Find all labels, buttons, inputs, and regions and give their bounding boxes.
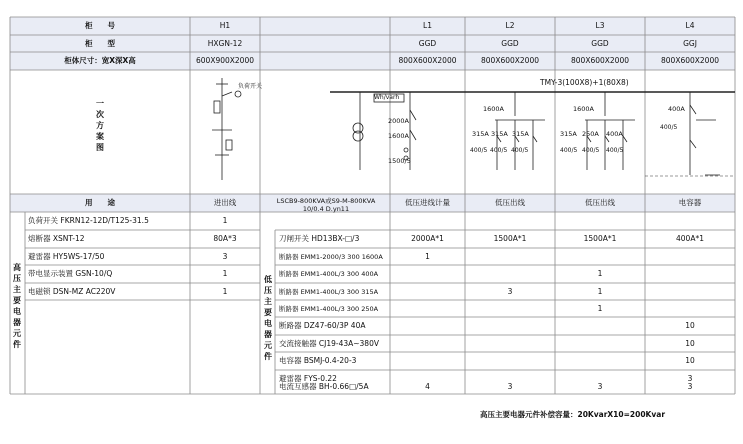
l3-ct-3: 400/5 xyxy=(606,147,624,154)
diagram-side-label: 一次方案图 xyxy=(96,99,104,152)
lv-group-label: 低压主要电器元件 xyxy=(264,275,272,361)
cabinet-id-l1: L1 xyxy=(423,21,432,30)
lv-item-l2: 3 xyxy=(507,287,513,296)
lv-item-name: 断路器 EMM1-400L/3 300 250A xyxy=(279,305,379,313)
l3-breaker-3: 400A xyxy=(606,130,623,138)
l2-ct-3: 400/5 xyxy=(511,147,529,154)
l2-breaker-1: 315A xyxy=(472,130,489,138)
cabinet-id-l4: L4 xyxy=(685,21,695,30)
lv-item-l4: 3 xyxy=(687,382,693,391)
lv-item-name: 断路器 EMM1-2000/3 300 1600A xyxy=(279,253,383,261)
lv-item-l4: 10 xyxy=(685,339,695,348)
l3-breaker-1: 315A xyxy=(560,130,577,138)
lv-item-l3: 1 xyxy=(597,304,603,313)
lv-item-l3: 1 xyxy=(597,287,603,296)
hv-item-qty: 3 xyxy=(222,252,228,261)
l3-ct-1: 400/5 xyxy=(560,147,578,154)
hv-item-name: 电磁锁 DSN-MZ AC220V xyxy=(28,287,116,296)
l3-ct-2: 400/5 xyxy=(582,147,600,154)
lv-item-l4: 10 xyxy=(685,321,695,330)
lv-item-l3: 1 xyxy=(597,269,603,278)
usage-l4: 电容器 xyxy=(678,198,702,207)
l2-breaker-2: 315A xyxy=(491,130,508,138)
lv-item-name: 电容器 BSMJ-0.4-20-3 xyxy=(279,356,357,365)
lv-item-l1: 4 xyxy=(425,382,430,391)
hv-item-name: 避雷器 HY5WS-17/50 xyxy=(28,252,105,261)
usage-label: 用 途 xyxy=(85,198,115,207)
h1-fuse xyxy=(214,101,220,113)
cabinet-type-l3: GGD xyxy=(591,39,609,48)
usage-transformer: LSCB9-800KVA或S9-M-800KVA 10/0.4 D.yn11 xyxy=(276,197,376,213)
hv-item-name: 负荷开关 FKRN12-12D/T125-31.5 xyxy=(28,216,149,225)
lv-item-name: 刀闸开关 HD13BX-□/3 xyxy=(279,234,360,243)
cabinet-type-l2: GGD xyxy=(501,39,519,48)
l4-breaker-top: 400A xyxy=(668,105,685,113)
l1-current-2: 1600A xyxy=(388,132,409,140)
l1-meter-label: Wh/varh xyxy=(374,94,400,101)
header-row2-label: 柜 型 xyxy=(85,39,115,48)
lv-item-l3: 3 xyxy=(597,382,603,391)
lv-item-l4: 400A*1 xyxy=(676,234,704,243)
l2-breaker-3: 315A xyxy=(512,130,529,138)
lv-item-l1: 1 xyxy=(425,252,430,261)
lv-item-l4: 10 xyxy=(685,356,695,365)
lv-item-l2: 1500A*1 xyxy=(493,234,527,243)
cabinet-type-l4: GGJ xyxy=(683,39,697,48)
lv-item-name: 避雷器 FYS-0.22 xyxy=(279,374,337,383)
lv-item-name: 断路器 EMM1-400L/3 300 315A xyxy=(279,288,379,296)
hv-item-qty: 80A*3 xyxy=(213,234,237,243)
lv-item-name: 断路器 EMM1-400L/3 300 400A xyxy=(279,270,379,278)
h1-label: 负荷开关 xyxy=(238,83,263,90)
cabinet-id-l3: L3 xyxy=(595,21,605,30)
cabinet-type-h1: HXGN-12 xyxy=(207,39,243,48)
footer-note: 高压主要电器元件补偿容量：20KvarX10=200Kvar xyxy=(480,410,666,419)
cabinet-id-h1: H1 xyxy=(219,21,231,30)
busbar-label: TMY-3(100X8)+1(80X8) xyxy=(540,78,629,87)
l1-ct-label: 1500/5 xyxy=(388,157,411,165)
lv-item-name: 交流接触器 CJ19-43A~380V xyxy=(279,339,379,348)
cabinet-size-l3: 800X600X2000 xyxy=(571,56,629,65)
lv-item-l3: 1500A*1 xyxy=(583,234,617,243)
l2-ct-1: 400/5 xyxy=(470,147,488,154)
lv-item-name: 断路器 DZ47-60/3P 40A xyxy=(279,321,366,330)
cabinet-type-l1: GGD xyxy=(418,39,437,48)
hv-group-label: 高压主要电器元件 xyxy=(13,263,21,349)
lv-item-l1: 2000A*1 xyxy=(411,234,444,243)
lv-item-l2: 3 xyxy=(507,382,513,391)
cabinet-size-l2: 800X600X2000 xyxy=(481,56,539,65)
cabinet-size-l4: 800X600X2000 xyxy=(661,56,719,65)
cabinet-id-l2: L2 xyxy=(505,21,515,30)
hv-item-name: 熔断器 XSNT-12 xyxy=(28,234,85,243)
lv-item-l4: 3 xyxy=(687,374,693,383)
l3-breaker-2: 250A xyxy=(582,130,599,138)
hv-item-qty: 1 xyxy=(222,269,228,278)
hv-item-qty: 1 xyxy=(222,216,228,225)
l2-ct-2: 400/5 xyxy=(490,147,508,154)
cabinet-size-l1: 800X600X2000 xyxy=(398,56,457,65)
l1-current-1: 2000A xyxy=(388,117,409,125)
hv-item-qty: 1 xyxy=(222,287,228,296)
cabinet-size-h1: 600X900X2000 xyxy=(196,56,254,65)
l4-ct: 400/5 xyxy=(660,124,678,131)
l2-breaker-top: 1600A xyxy=(483,105,504,113)
header-row3-label: 柜体尺寸：宽X深X高 xyxy=(64,56,136,65)
usage-h1: 进出线 xyxy=(213,198,237,207)
usage-l1: 低压进线计量 xyxy=(405,198,450,207)
usage-l3: 低压出线 xyxy=(585,198,615,207)
usage-l2: 低压出线 xyxy=(495,198,525,207)
lv-item-name: 电流互感器 BH-0.66□/5A xyxy=(279,382,369,391)
l3-breaker-top: 1600A xyxy=(573,105,594,113)
hv-item-name: 带电显示装置 GSN-10/Q xyxy=(28,269,113,278)
header-row1-label: 柜 号 xyxy=(85,21,115,30)
